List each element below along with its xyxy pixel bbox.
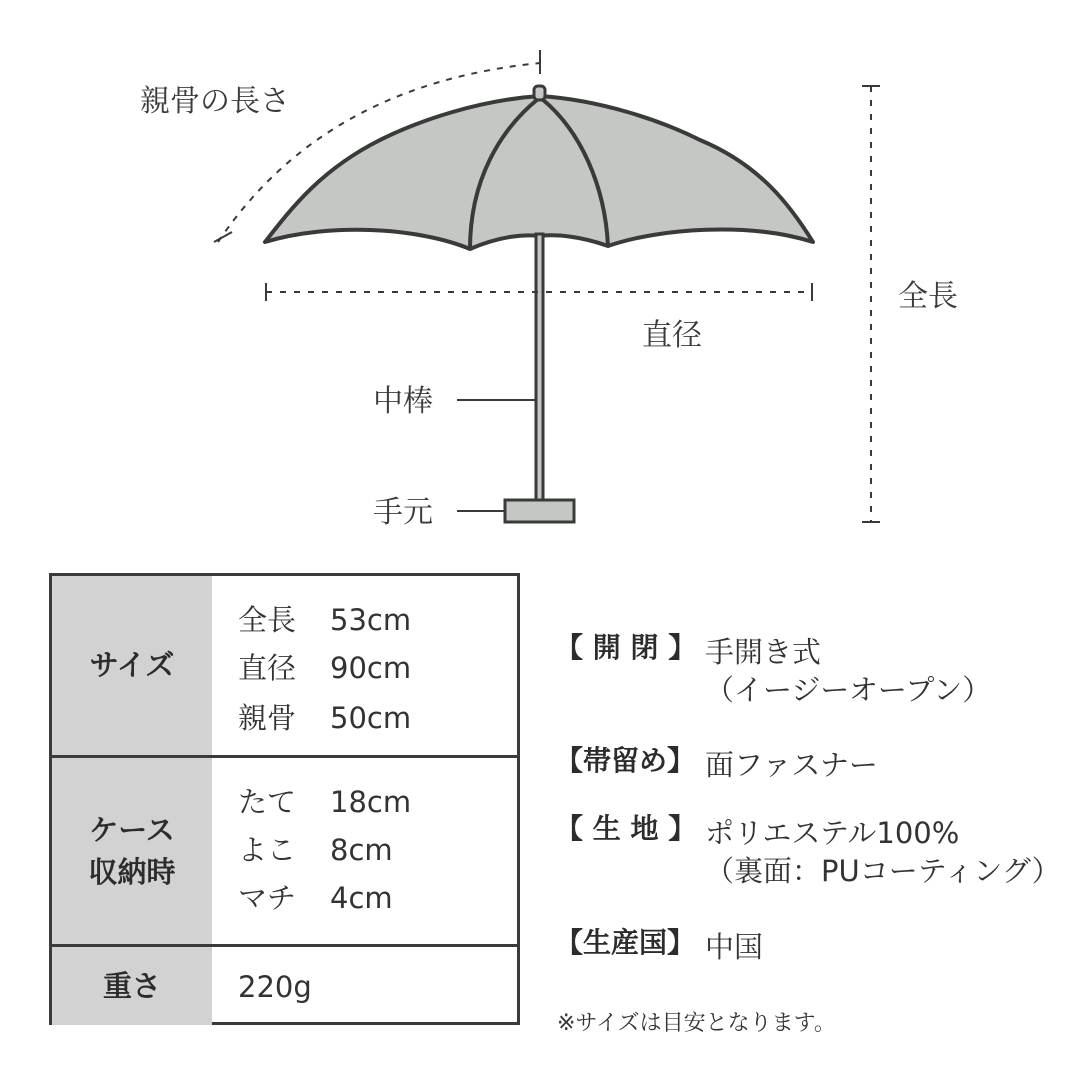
- spec-key: たて: [238, 785, 297, 819]
- spec-line: [238, 603, 412, 637]
- spec-value: 4cm: [330, 881, 393, 915]
- spec-key: マチ: [238, 881, 297, 915]
- spec-value: 8cm: [330, 833, 393, 867]
- spec-table: [49, 573, 520, 1025]
- umbrella-handle: [505, 500, 574, 522]
- diameter-label: 直径: [642, 318, 702, 353]
- umbrella-canopy: [265, 96, 813, 249]
- info-value: 面ファスナー: [705, 748, 878, 782]
- info-value: ポリエステル100% （裏面：PUコーティング）: [705, 816, 1061, 888]
- spec-row-case: [52, 758, 517, 947]
- rib-length-label: 親骨の長さ: [140, 84, 290, 119]
- spec-value: 50cm: [330, 701, 412, 735]
- shaft-label: 中棒: [373, 384, 433, 419]
- spec-key: 親骨: [238, 701, 297, 735]
- spec-line: [238, 785, 412, 819]
- umbrella-shaft: [536, 234, 543, 500]
- handle-label: 手元: [373, 495, 433, 530]
- info-key: 【 生 地 】: [555, 812, 697, 845]
- spec-key: 直径: [238, 651, 297, 685]
- spec-key: よこ: [238, 833, 297, 867]
- spec-key: 全長: [238, 603, 297, 637]
- rib-length-tick-bottom: [214, 232, 232, 242]
- spec-line: [238, 881, 393, 915]
- spec-line: [238, 651, 412, 685]
- info-value: 手開き式 （イージーオープン）: [705, 635, 992, 707]
- spec-heading-case: ケース 収納時: [52, 758, 212, 944]
- spec-value-weight: 220g: [238, 970, 312, 1004]
- size-note: ※サイズは目安となります。: [557, 1011, 836, 1036]
- info-key: 【 開 閉 】: [555, 631, 697, 664]
- umbrella-tip: [534, 86, 545, 100]
- spec-row-size: [52, 576, 517, 758]
- spec-row-weight: [52, 947, 517, 1025]
- spec-value: 53cm: [330, 603, 412, 637]
- spec-line: [238, 833, 393, 867]
- spec-line: [238, 701, 412, 735]
- info-key: 【生産国】: [555, 926, 696, 959]
- spec-heading-weight: 重さ: [52, 947, 212, 1025]
- info-key: 【帯留め】: [555, 744, 696, 777]
- spec-value: 90cm: [330, 651, 412, 685]
- total-length-label: 全長: [898, 279, 958, 314]
- spec-heading-size: サイズ: [52, 576, 212, 755]
- info-value: 中国: [705, 930, 764, 964]
- spec-value: 18cm: [330, 785, 412, 819]
